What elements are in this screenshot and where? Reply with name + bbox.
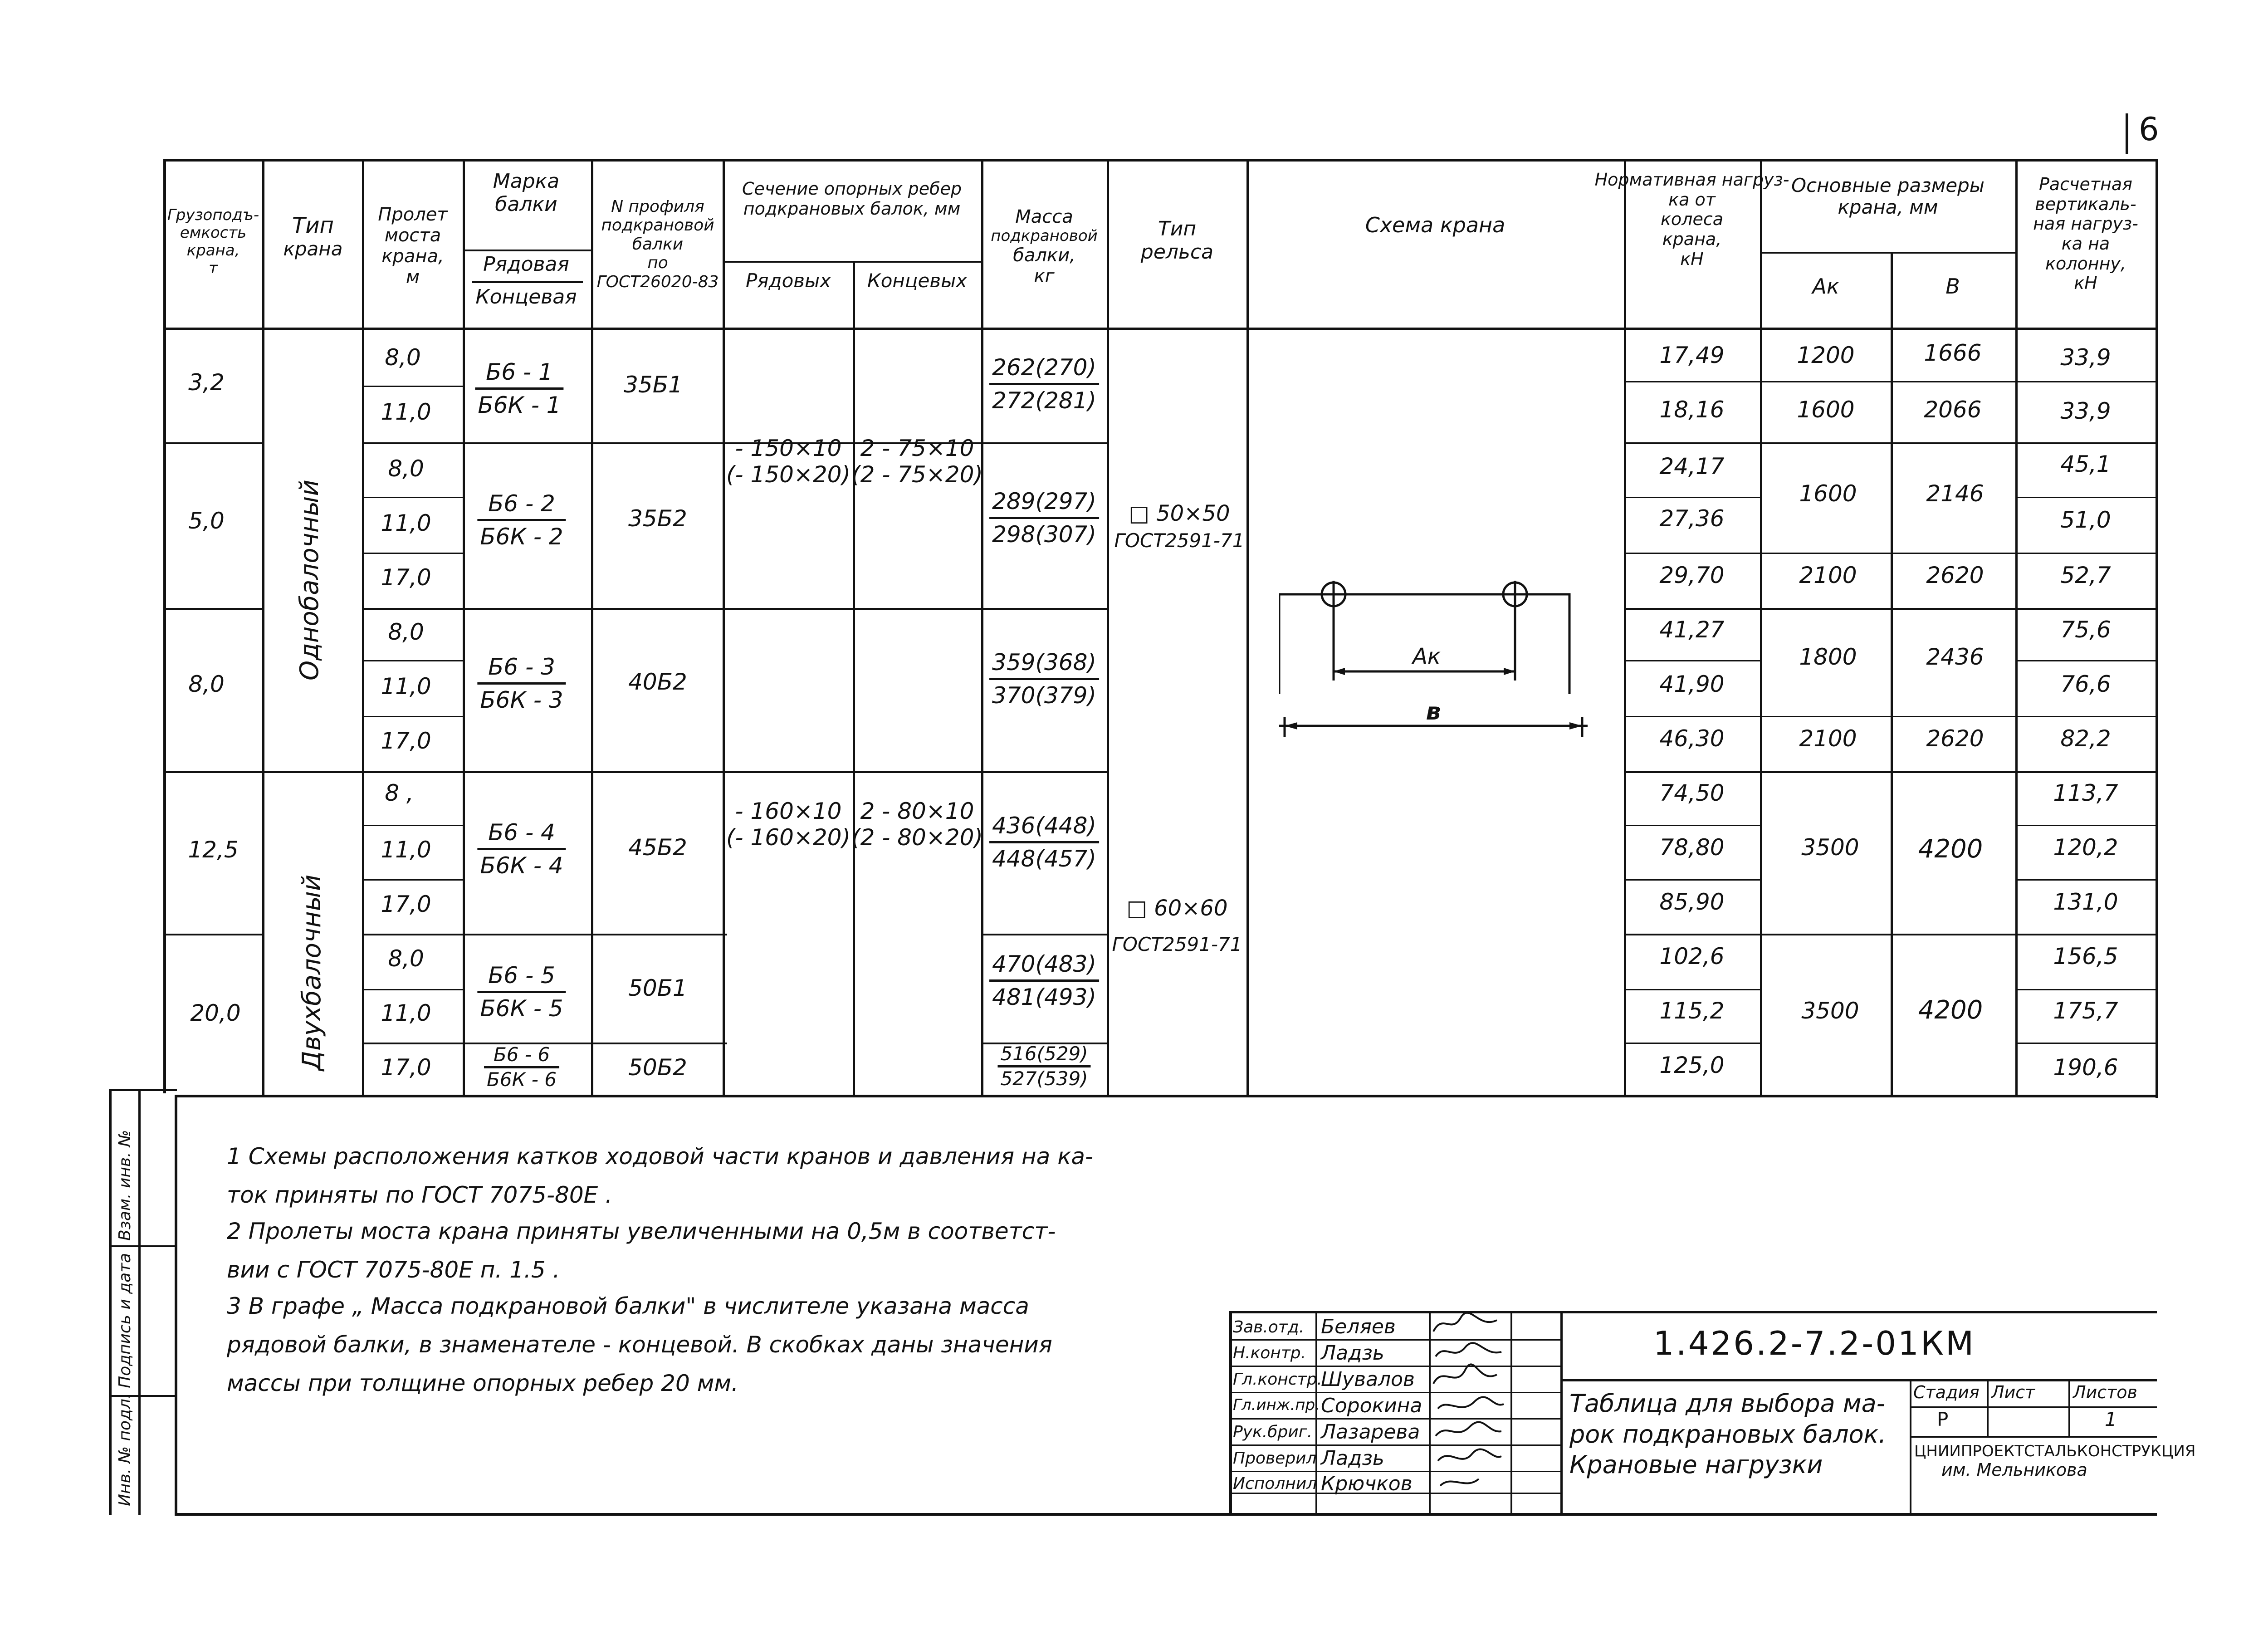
design-load: 82,2 xyxy=(2060,725,2111,752)
organization: ЦНИИПРОЕКТСТАЛЬКОНСТРУКЦИЯ им. Мельникова xyxy=(1914,1442,2196,1480)
span-value: 17,0 xyxy=(381,1054,431,1081)
rail-type-2: □ 60×60 ГОСТ2591-71 xyxy=(1112,896,1242,956)
stage-value: Р xyxy=(1937,1408,1949,1430)
stamp-row-line xyxy=(1229,1366,1560,1367)
stamp-name: Крючков xyxy=(1321,1472,1413,1495)
table-bottom-line xyxy=(175,1095,2158,1097)
row-line xyxy=(163,934,263,935)
crane-type-single: Однобалочный xyxy=(295,480,324,681)
side-strip-line xyxy=(109,1245,177,1247)
hdr-profile: N профиля подкрановой балки по ГОСТ26020-83 xyxy=(596,197,719,291)
dim-ak: 2100 xyxy=(1799,725,1857,752)
hdr-mark-end: Концевая xyxy=(475,285,577,308)
row-line xyxy=(2015,497,2157,498)
hdr-scheme: Схема крана xyxy=(1365,213,1505,237)
hdr-dim-b: В xyxy=(1945,274,1960,299)
design-load: 113,7 xyxy=(2053,780,2118,806)
col-line xyxy=(1891,252,1893,1095)
design-load: 33,9 xyxy=(2060,344,2111,371)
capacity-value: 20,0 xyxy=(190,1000,241,1026)
span-value: 17,0 xyxy=(381,728,431,754)
wheel-load: 29,70 xyxy=(1659,562,1725,588)
row-line xyxy=(1624,381,2157,382)
row-line xyxy=(1624,497,1760,498)
span-value: 11,0 xyxy=(381,399,431,425)
design-load: 156,5 xyxy=(2053,943,2118,969)
row-line xyxy=(362,934,727,935)
dim-ak: 1600 xyxy=(1797,397,1855,423)
profile-value: 35Б2 xyxy=(628,505,687,532)
stamp-name: Ладзь xyxy=(1321,1447,1384,1470)
beam-mass: $\frac{516(529)}{527(539)}$ xyxy=(997,1043,1090,1091)
col-line xyxy=(723,159,725,1095)
hdr-dim-ak: Ак xyxy=(1812,274,1839,299)
row-line xyxy=(362,660,463,661)
page-number-divider xyxy=(2126,113,2128,154)
wheel-load: 17,49 xyxy=(1659,342,1725,368)
stamp-border xyxy=(1987,1379,1989,1437)
dim-b: 4200 xyxy=(1918,995,1983,1025)
note-line: 1 Схемы расположения катков ходовой части кранов и давления на ка- xyxy=(227,1143,1094,1170)
stamp-border xyxy=(1229,1311,1232,1515)
row-line xyxy=(163,608,263,610)
span-value: 11,0 xyxy=(381,1000,431,1026)
hdr-type: Тип крана xyxy=(283,213,343,260)
beam-mass: $\frac{262(270)}{272(281)}$ xyxy=(989,354,1099,414)
note-line: массы при толщине опорных ребер 20 мм. xyxy=(227,1370,738,1396)
row-line xyxy=(1624,608,2157,610)
stamp-name: Беляев xyxy=(1321,1315,1396,1338)
dim-b: 2620 xyxy=(1926,725,1984,752)
stamp-row-line xyxy=(1229,1418,1560,1420)
hdr-mark: Марка балки xyxy=(493,170,560,216)
hdr-capacity: Грузоподъ- емкость крана, т xyxy=(167,206,259,278)
drawing-title: Таблица для выбора ма- рок подкрановых балок. Крановые нагрузки xyxy=(1569,1389,1887,1479)
span-value: 17,0 xyxy=(381,891,431,917)
row-line xyxy=(362,716,463,717)
beam-mark: Б6 - 4 Б6К - 4 xyxy=(477,819,566,879)
drawing-code: 1.426.2-7.2-01КМ xyxy=(1653,1324,1976,1362)
row-line xyxy=(2015,989,2157,990)
stamp-role: Исполнил xyxy=(1233,1474,1317,1493)
wheel-load: 41,90 xyxy=(1659,671,1725,697)
hdr-span: Пролет моста крана, м xyxy=(378,204,448,288)
stamp-row-line xyxy=(1229,1444,1560,1446)
stamp-border xyxy=(175,1513,2157,1516)
stamp-role: Зав.отд. xyxy=(1233,1318,1305,1337)
hdr-section-row: Рядовых xyxy=(745,269,831,292)
sheets-value: 1 xyxy=(2105,1408,2117,1430)
stamp-border xyxy=(1510,1311,1512,1515)
wheel-load: 78,80 xyxy=(1659,834,1725,861)
header-sub-line xyxy=(1760,252,2016,254)
stamp-role: Н.контр. xyxy=(1233,1344,1306,1362)
profile-value: 35Б1 xyxy=(624,372,683,398)
side-strip-line xyxy=(138,1089,141,1515)
stamp-role: Проверил xyxy=(1233,1449,1317,1468)
row-line xyxy=(163,771,263,773)
col-line xyxy=(262,159,264,1095)
span-value: 8,0 xyxy=(385,344,421,371)
beam-mass: $\frac{436(448)}{448(457)}$ xyxy=(989,812,1099,872)
section-row-group2: - 160×10 (- 160×20) xyxy=(726,798,850,851)
profile-value: 50Б1 xyxy=(628,975,687,1001)
design-load: 175,7 xyxy=(2053,998,2118,1024)
crane-type-double: Двухбалочный xyxy=(297,874,327,1071)
hdr-mass: Масса подкрановой балки, кг xyxy=(991,206,1098,287)
rail-type-1: □ 50×50 ГОСТ2591-71 xyxy=(1114,501,1245,552)
dim-ak: 1200 xyxy=(1797,342,1855,368)
stamp-role: Гл.инж.пр. xyxy=(1233,1396,1320,1414)
row-line xyxy=(1624,553,2157,554)
span-value: 17,0 xyxy=(381,564,431,591)
stamp-name: Ладзь xyxy=(1321,1341,1384,1365)
col-line xyxy=(2015,159,2018,1095)
profile-value: 45Б2 xyxy=(628,834,687,861)
hdr-mark-divider xyxy=(472,281,583,283)
design-load: 120,2 xyxy=(2053,834,2118,861)
beam-mass: $\frac{359(368)}{370(379)}$ xyxy=(989,649,1099,709)
col-line xyxy=(1107,159,1109,1095)
col-line xyxy=(981,159,983,1095)
stage-label: Стадия xyxy=(1913,1382,1980,1402)
page-number: 6 xyxy=(2139,111,2159,148)
dim-b: 2066 xyxy=(1924,397,1982,423)
col-line xyxy=(1246,159,1249,1095)
side-strip-line xyxy=(109,1089,112,1515)
span-value: 11,0 xyxy=(381,510,431,536)
scheme-label-ak: Ак xyxy=(1413,644,1441,669)
design-load: 45,1 xyxy=(2060,451,2111,477)
dim-b: 2620 xyxy=(1926,562,1984,588)
stamp-border xyxy=(1910,1379,1911,1515)
col-line xyxy=(1624,159,1626,1095)
dim-b: 2436 xyxy=(1926,644,1984,670)
span-value: 8,0 xyxy=(388,619,424,645)
wheel-load: 41,27 xyxy=(1659,617,1725,643)
stamp-border xyxy=(1560,1311,1563,1515)
dim-ak: 1800 xyxy=(1799,644,1857,670)
dim-b: 4200 xyxy=(1918,834,1983,864)
row-line xyxy=(1624,442,2157,444)
capacity-value: 5,0 xyxy=(188,508,225,534)
wheel-load: 18,16 xyxy=(1659,397,1725,423)
table-border-right xyxy=(2156,159,2158,1098)
span-value: 8,0 xyxy=(388,945,424,972)
note-line: ток приняты по ГОСТ 7075-80Е . xyxy=(227,1182,613,1208)
beam-mark: Б6 - 3 Б6К - 3 xyxy=(477,653,566,714)
dim-ak: 2100 xyxy=(1799,562,1857,588)
row-line xyxy=(2015,660,2157,661)
wheel-load: 74,50 xyxy=(1659,780,1725,806)
row-line xyxy=(2015,825,2157,826)
row-line xyxy=(362,608,1108,610)
row-line xyxy=(362,989,463,990)
design-load: 190,6 xyxy=(2053,1054,2118,1081)
hdr-dims: Основные размеры крана, мм xyxy=(1791,174,1984,219)
scheme-label-b: в xyxy=(1426,698,1441,725)
hdr-section-end: Концевых xyxy=(867,269,968,292)
beam-mark: Б6 - 5 Б6К - 5 xyxy=(477,962,566,1022)
row-line xyxy=(1624,989,1760,990)
row-line xyxy=(362,553,463,554)
hdr-wheel-load: Нормативная нагруз- ка от колеса крана, кН xyxy=(1594,170,1789,269)
hdr-design-load: Расчетная вертикаль- ная нагруз- ка на колонну, кН xyxy=(2033,174,2138,294)
design-load: 131,0 xyxy=(2053,889,2118,915)
beam-mark: Б6 - 1 Б6К - 1 xyxy=(475,358,563,419)
stamp-name: Шувалов xyxy=(1321,1368,1415,1391)
wheel-load: 24,17 xyxy=(1659,453,1725,480)
row-line xyxy=(1624,660,1760,661)
header-sub-line xyxy=(463,250,592,251)
stamp-role: Рук.бриг. xyxy=(1233,1423,1313,1441)
dim-b: 1666 xyxy=(1924,340,1982,366)
beam-mark: Б6 - 6 Б6К - 6 xyxy=(484,1043,559,1092)
row-line xyxy=(1624,1043,1760,1044)
side-strip-line xyxy=(175,1095,177,1515)
dim-b: 2146 xyxy=(1926,480,1984,507)
profile-value: 50Б2 xyxy=(628,1054,687,1081)
col-line xyxy=(362,159,364,1095)
row-line xyxy=(362,879,463,881)
row-line xyxy=(1624,771,2157,773)
row-line xyxy=(981,934,1108,935)
row-line xyxy=(362,825,463,826)
wheel-load: 102,6 xyxy=(1659,943,1725,969)
col-line xyxy=(853,261,855,1095)
span-value: 8,0 xyxy=(388,455,424,482)
beam-mark: Б6 - 2 Б6К - 2 xyxy=(477,490,566,550)
dim-ak: 3500 xyxy=(1801,834,1859,861)
hdr-rail: Тип рельса xyxy=(1140,217,1214,264)
wheel-load: 125,0 xyxy=(1659,1052,1725,1078)
design-load: 51,0 xyxy=(2060,507,2111,533)
section-end-group1: 2 - 75×10 (2 - 75×20) xyxy=(851,435,983,488)
hdr-mark-row: Рядовая xyxy=(483,253,569,276)
beam-mass: $\frac{470(483)}{481(493)}$ xyxy=(989,950,1099,1011)
row-line xyxy=(1624,716,2157,717)
profile-value: 40Б2 xyxy=(628,669,687,695)
wheel-load: 27,36 xyxy=(1659,505,1725,532)
capacity-value: 12,5 xyxy=(188,837,239,863)
side-label-inv: Инв. № подл. xyxy=(116,1393,134,1506)
row-line xyxy=(1624,934,2157,935)
stamp-border xyxy=(1229,1311,2157,1313)
sheets-label: Листов xyxy=(2073,1382,2137,1402)
side-strip-line xyxy=(109,1089,177,1091)
beam-mass: $\frac{289(297)}{298(307)}$ xyxy=(989,488,1099,548)
row-line xyxy=(2015,1043,2157,1044)
header-sub-line xyxy=(723,261,982,263)
stamp-name: Лазарева xyxy=(1321,1420,1420,1444)
hdr-section: Сечение опорных ребер подкрановых балок, мм xyxy=(742,179,962,219)
stamp-border xyxy=(1560,1379,2157,1381)
design-load: 52,7 xyxy=(2060,562,2111,588)
row-line xyxy=(1624,825,1760,826)
row-line xyxy=(262,771,363,773)
stamp-border xyxy=(1910,1436,2157,1438)
stamp-row-line xyxy=(1229,1339,1560,1341)
capacity-value: 3,2 xyxy=(188,369,225,396)
side-label-replace: Взам. инв. № xyxy=(116,1130,134,1241)
note-line: вии с ГОСТ 7075-80Е п. 1.5 . xyxy=(227,1257,560,1283)
row-line xyxy=(2015,879,2157,881)
wheel-load: 115,2 xyxy=(1659,998,1725,1024)
row-line xyxy=(362,386,463,387)
side-label-sign: Подпись и дата xyxy=(116,1253,134,1388)
span-value: 11,0 xyxy=(381,837,431,863)
signatures xyxy=(1429,1311,1510,1515)
design-load: 75,6 xyxy=(2060,617,2111,643)
stamp-row-line xyxy=(1229,1392,1560,1393)
row-line xyxy=(1624,879,1760,881)
col-line xyxy=(591,159,593,1095)
span-value: 8 , xyxy=(385,780,414,806)
span-value: 11,0 xyxy=(381,673,431,700)
row-line xyxy=(362,771,1108,773)
sheet-label: Лист xyxy=(1991,1382,2035,1402)
col-line xyxy=(1760,159,1762,1095)
design-load: 76,6 xyxy=(2060,671,2111,697)
note-line: 2 Пролеты моста крана приняты увеличенными на 0,5м в соответст- xyxy=(227,1218,1056,1244)
stamp-border xyxy=(2068,1379,2070,1437)
wheel-load: 46,30 xyxy=(1659,725,1725,752)
stamp-name: Сорокина xyxy=(1321,1394,1422,1417)
row-line xyxy=(163,442,263,444)
capacity-value: 8,0 xyxy=(188,671,225,697)
section-end-group2: 2 - 80×10 (2 - 80×20) xyxy=(851,798,983,851)
col-line xyxy=(463,159,465,1095)
note-line: 3 В графе „ Масса подкрановой балки" в числителе указана масса xyxy=(227,1293,1029,1319)
stamp-role: Гл.констр. xyxy=(1233,1370,1322,1389)
dim-ak: 1600 xyxy=(1799,480,1857,507)
section-row-group1: - 150×10 (- 150×20) xyxy=(726,435,850,488)
wheel-load: 85,90 xyxy=(1659,889,1725,915)
table-border-left xyxy=(163,159,166,1093)
note-line: рядовой балки, в знаменателе - концевой. В скобках даны значения xyxy=(227,1332,1052,1358)
row-line xyxy=(362,497,463,498)
dim-ak: 3500 xyxy=(1801,998,1859,1024)
design-load: 33,9 xyxy=(2060,398,2111,424)
